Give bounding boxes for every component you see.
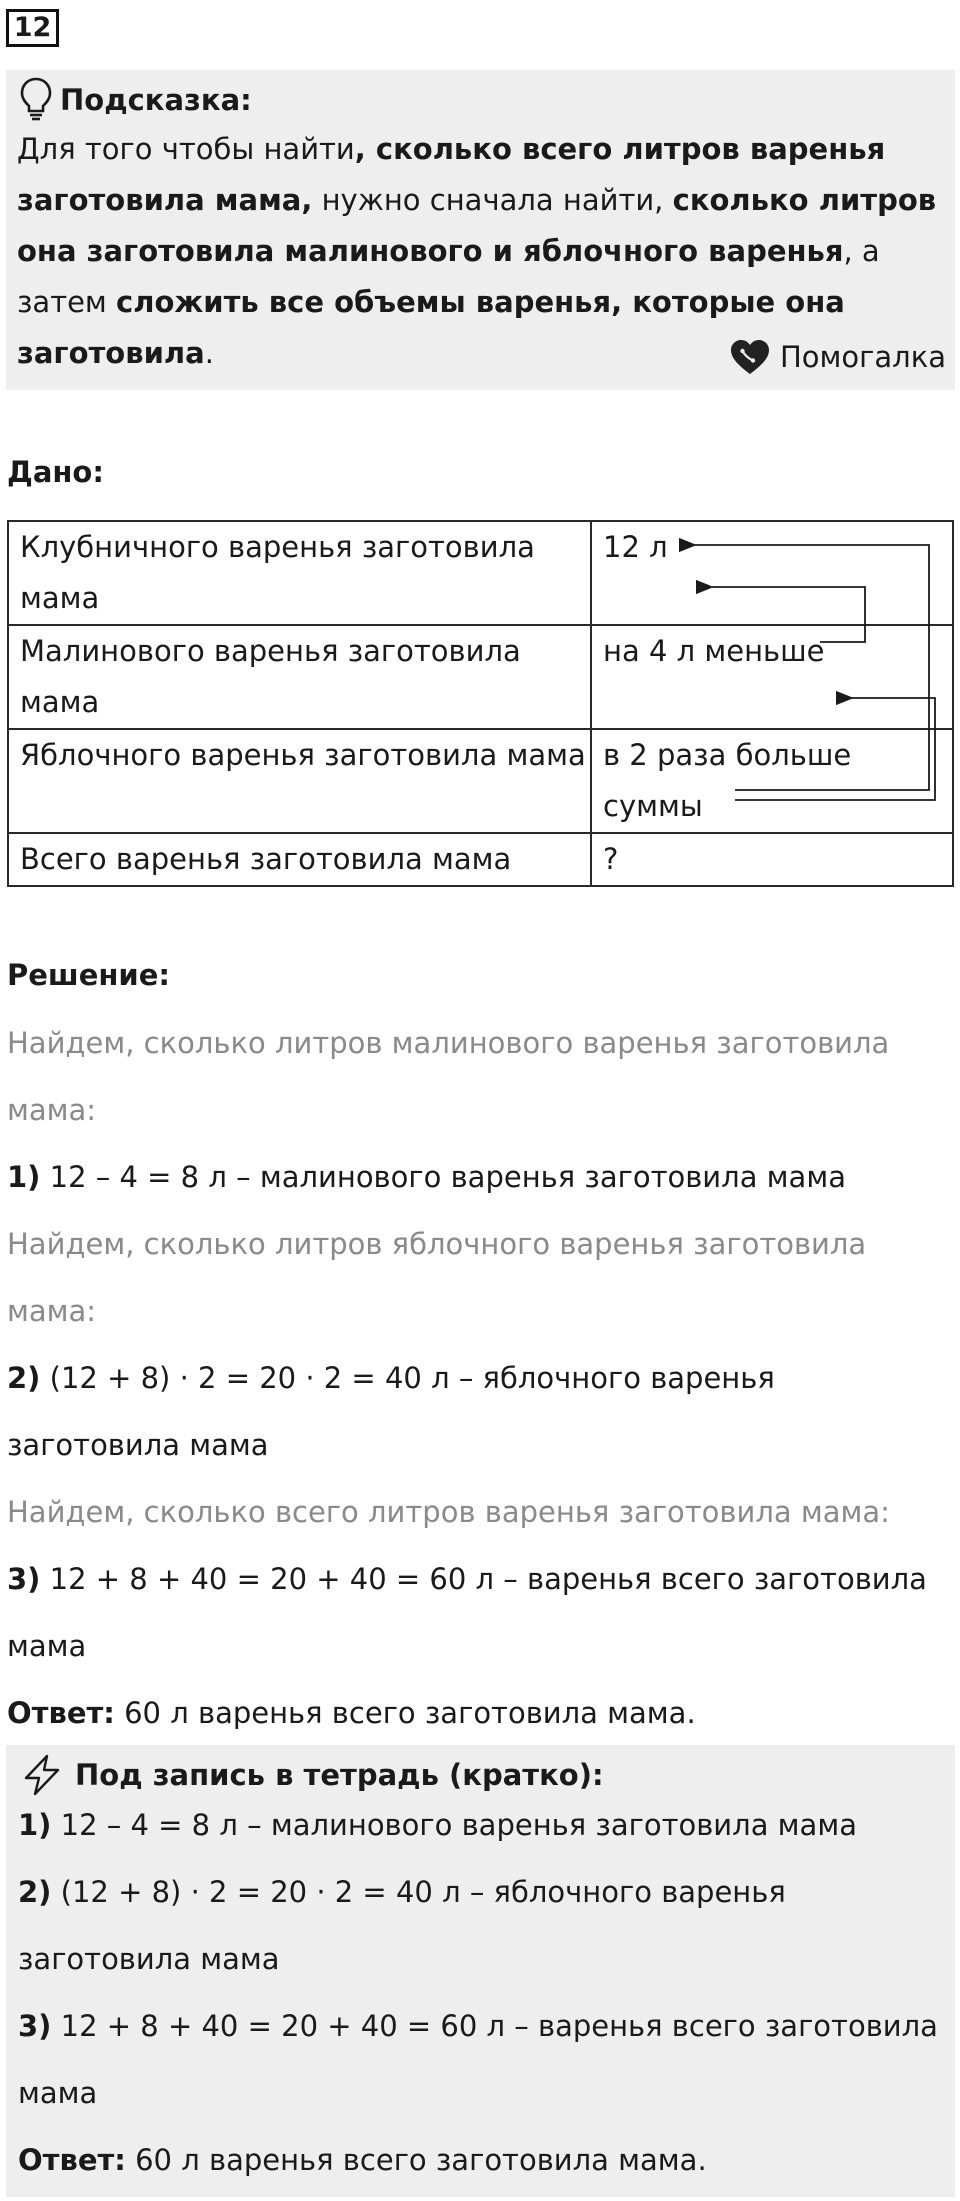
notebook-step-2 bbox=[18, 1859, 948, 1993]
step-number: 3) bbox=[7, 1562, 41, 1596]
hint-bold-part: , сколько всего литров варенья заготовила мама, bbox=[17, 132, 886, 217]
step-number: 1) bbox=[18, 1808, 52, 1842]
step-1-intro: Найдем, сколько литров малинового варенья заготовила мама: bbox=[7, 1026, 890, 1127]
notebook-step-3 bbox=[18, 1993, 948, 2127]
solution-title: Решение: bbox=[7, 958, 171, 992]
given-label: Всего варенья заготовила мама bbox=[8, 833, 591, 886]
given-table bbox=[7, 520, 954, 887]
light-bulb-icon bbox=[18, 76, 54, 122]
table-row bbox=[8, 833, 953, 886]
step-text: 12 – 4 = 8 л – малинового варенья заготовила мама bbox=[40, 1160, 846, 1194]
step-2-intro: Найдем, сколько литров яблочного варенья заготовила мама: bbox=[7, 1227, 867, 1328]
answer-text: 60 л варенья всего заготовила мама. bbox=[114, 1696, 696, 1730]
task-number: 12 bbox=[6, 9, 59, 47]
heart-icon bbox=[728, 337, 772, 377]
notebook-title: Под запись в тетрадь (кратко): bbox=[75, 1758, 604, 1792]
hint-part: нужно сначала найти, bbox=[312, 183, 673, 217]
given-value: на 4 л меньше bbox=[591, 625, 953, 729]
step-text: 12 – 4 = 8 л – малинового варенья заготовила мама bbox=[51, 1808, 857, 1842]
given-label: Яблочного варенья заготовила мама bbox=[8, 729, 591, 833]
step-text: (12 + 8) · 2 = 20 · 2 = 40 л – яблочного варенья заготовила мама bbox=[7, 1361, 775, 1462]
step-1 bbox=[7, 1144, 952, 1211]
table-row bbox=[8, 625, 953, 729]
step-3 bbox=[7, 1546, 952, 1680]
lightning-icon bbox=[20, 1753, 64, 1797]
step-text: 12 + 8 + 40 = 20 + 40 = 60 л – варенья всего заготовила мама bbox=[18, 2009, 938, 2110]
step-number: 1) bbox=[7, 1160, 41, 1194]
notebook-step-1 bbox=[18, 1792, 948, 1859]
notebook-answer bbox=[18, 2127, 948, 2194]
helper-brand bbox=[728, 337, 946, 377]
table-row bbox=[8, 729, 953, 833]
step-number: 2) bbox=[7, 1361, 41, 1395]
step-text: (12 + 8) · 2 = 20 · 2 = 40 л – яблочного варенья заготовила мама bbox=[18, 1875, 786, 1976]
hint-part: , а затем bbox=[17, 234, 880, 319]
given-value: в 2 раза больше суммы bbox=[591, 729, 953, 833]
hint-part: Для того чтобы найти bbox=[17, 132, 355, 166]
hint-title: Подсказка: bbox=[60, 83, 252, 117]
answer bbox=[7, 1680, 952, 1747]
step-number: 2) bbox=[18, 1875, 52, 1909]
given-value: 12 л bbox=[591, 521, 953, 625]
answer-label: Ответ: bbox=[7, 1696, 115, 1730]
given-title: Дано: bbox=[7, 455, 104, 489]
given-label: Клубничного варенья заготовила мама bbox=[8, 521, 591, 625]
answer-label: Ответ: bbox=[18, 2143, 126, 2177]
given-label: Малинового варенья заготовила мама bbox=[8, 625, 591, 729]
step-text: 12 + 8 + 40 = 20 + 40 = 60 л – варенья всего заготовила мама bbox=[7, 1562, 927, 1663]
given-value: ? bbox=[591, 833, 953, 886]
hint-bold-part: сколько литров она заготовила малинового и яблочного варенья bbox=[17, 183, 937, 268]
helper-brand-label: Помогалка bbox=[780, 340, 946, 374]
step-number: 3) bbox=[18, 2009, 52, 2043]
step-3-intro: Найдем, сколько всего литров варенья заготовила мама: bbox=[7, 1495, 890, 1529]
hint-bold-part: сложить все объемы варенья, которые она заготовила bbox=[17, 285, 845, 370]
step-2 bbox=[7, 1345, 952, 1479]
answer-text: 60 л варенья всего заготовила мама. bbox=[125, 2143, 707, 2177]
table-row bbox=[8, 521, 953, 625]
hint-part: . bbox=[204, 336, 214, 370]
